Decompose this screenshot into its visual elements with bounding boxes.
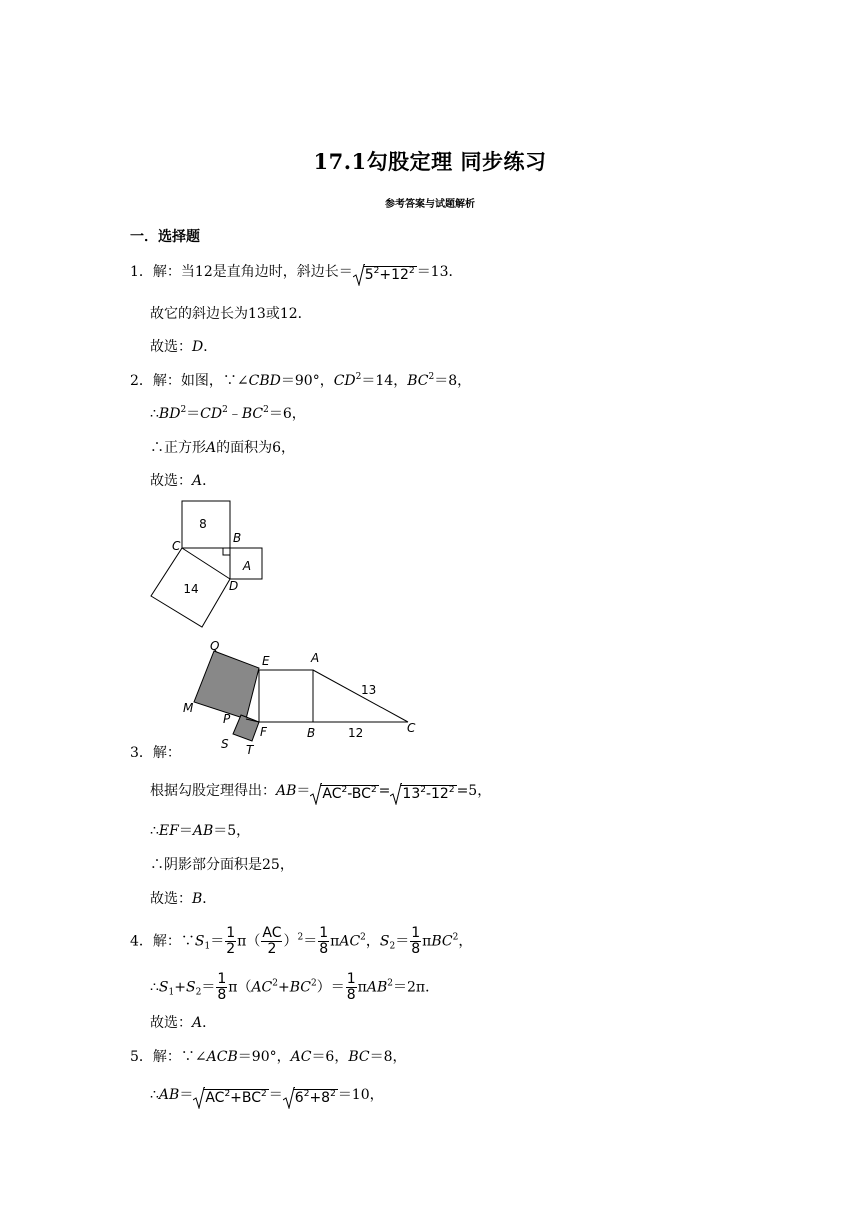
- label-a3: A: [311, 651, 320, 665]
- q2-number: 2．: [130, 373, 153, 389]
- q1-radical: $5^2+12^2$: [353, 265, 417, 285]
- shaded-square-small: [233, 715, 259, 741]
- q5-line2: ∴AB＝ $AC^2+BC^2$ ＝ $6^2+8^2 =10$，: [150, 1085, 384, 1108]
- label-8: 8: [199, 517, 207, 531]
- q3-number: 3．: [130, 745, 153, 761]
- q1-line1: [130, 262, 463, 285]
- q1-text-post: ＝13．: [416, 264, 463, 280]
- label-b3: B: [307, 726, 316, 740]
- q2-answer: A: [192, 473, 203, 489]
- section-heading: 一．选择题: [130, 229, 200, 245]
- label-c: C: [172, 539, 181, 553]
- q1-number: 1．: [130, 264, 153, 280]
- q2-line3: ∴正方形A的面积为6，: [150, 440, 296, 456]
- q1-line2: 故它的斜边长为13或12．: [150, 306, 312, 322]
- label-13: 13: [361, 683, 377, 697]
- square-efab: [259, 670, 313, 722]
- label-14: 14: [183, 582, 199, 596]
- label-b: B: [233, 531, 242, 545]
- label-s: S: [221, 737, 229, 751]
- q3-line1: 3．解：: [130, 745, 181, 761]
- radical-sign-icon: [283, 1087, 295, 1109]
- shaded-square-large: [194, 651, 259, 719]
- label-m: M: [183, 701, 194, 715]
- label-12: 12: [348, 726, 364, 740]
- q1-text-pre: 解：当12是直角边时，斜边长＝: [152, 264, 353, 280]
- q5-radical-2: $6^2+8^2$: [283, 1088, 338, 1108]
- label-e: E: [262, 654, 270, 668]
- q2-line1: 2．解：如图，∵∠CBD＝90°，$CD^2=14$，$BC^2=8$，: [130, 372, 472, 389]
- label-a: A: [242, 559, 252, 573]
- label-t: T: [246, 743, 254, 757]
- q3-line4: ∴阴影部分面积是25，: [150, 857, 294, 873]
- label-f: F: [260, 725, 267, 739]
- label-q: Q: [210, 639, 220, 653]
- page-subtitle: 参考答案与试题解析: [385, 199, 475, 210]
- radical-sign-icon: [310, 783, 322, 805]
- label-d: D: [229, 579, 239, 593]
- page-title: 17.1勾股定理 同步练习: [313, 149, 547, 174]
- q4-line3: 故选：A．: [150, 1015, 217, 1031]
- q2-line4: 故选：A．: [150, 473, 217, 489]
- q4-answer: A: [192, 1015, 203, 1031]
- q5-number: 5．: [130, 1049, 153, 1065]
- q3-line3: ∴EF＝AB＝5，: [150, 823, 251, 839]
- q3-figure: [178, 636, 428, 760]
- radical-sign-icon: [390, 783, 402, 805]
- q5-line1: 5．解：∵∠ACB＝90°，AC＝6，BC＝8，: [130, 1049, 407, 1065]
- q2-figure: [145, 498, 275, 632]
- q4-line2: $\therefore S_1+S_2=$ $\frac{1}{8}$ $\pi(AC^2+BC^2)=$ $\frac{1}{8}$ πAB$^2$＝2π．: [150, 971, 440, 1003]
- q4-number: 4．: [130, 933, 153, 950]
- q3-radical-1: $AC^2-BC^2$: [310, 784, 378, 804]
- q5-radical-1: $AC^2+BC^2$: [193, 1088, 268, 1108]
- radical-sign-icon: [193, 1087, 205, 1109]
- label-c3: C: [407, 721, 416, 735]
- q1-answer: D: [192, 339, 204, 355]
- q3-line2: 根据勾股定理得出：AB＝ $AC^2-BC^2$ = $13^2-12^2 =5$，: [150, 781, 491, 804]
- label-p: P: [223, 712, 231, 726]
- q3-line5: 故选：B．: [150, 891, 217, 907]
- q2-line2: $\therefore BD^2=CD^2﹣BC^2=6$，: [150, 405, 306, 422]
- q3-radical-2: $13^2-12^2$: [390, 784, 456, 804]
- q1-line3: 故选：D．: [150, 339, 218, 355]
- q3-answer: B: [192, 891, 203, 907]
- q4-line1: 4．解：$\because S_1=$ $\frac{1}{2}$ π（ $\frac{AC}{2}$ ）$^2$＝ $\frac{1}{8}$ πAC$^2$，$S_2=$ $\frac{1}{8}$ πBC$^2$，: [130, 925, 473, 957]
- right-angle-mark: [223, 548, 230, 555]
- radical-sign-icon: [353, 264, 365, 286]
